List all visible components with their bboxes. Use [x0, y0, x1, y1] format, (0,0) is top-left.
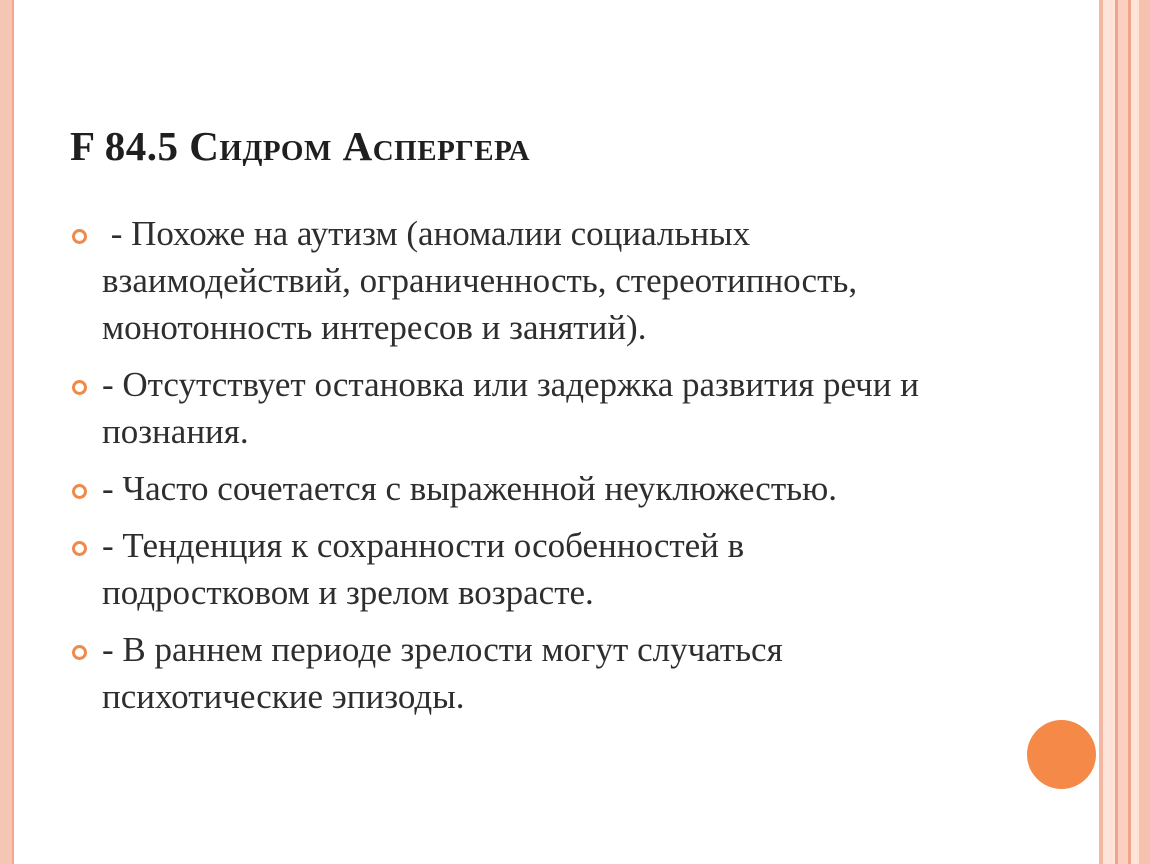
- right-frame-stripe: [1118, 0, 1128, 864]
- list-item: [72, 626, 952, 720]
- slide-title: F 84.5 Сидром Аспергера: [70, 123, 531, 169]
- bullet-circle-icon: [72, 380, 87, 395]
- decorative-circle: [1027, 720, 1096, 789]
- bullet-text: - В раннем периоде зрелости могут случаться психотические эпизоды.: [102, 630, 792, 716]
- list-item: [72, 522, 952, 616]
- left-frame-line: [12, 0, 14, 864]
- list-item: [72, 210, 952, 351]
- bullet-circle-icon: [72, 645, 87, 660]
- bullet-circle-icon: [72, 484, 87, 499]
- bullet-list: [72, 210, 952, 730]
- bullet-circle-icon: [72, 541, 87, 556]
- list-item: [72, 361, 952, 455]
- bullet-text: - Отсутствует остановка или задержка развития речи и познания.: [102, 365, 928, 451]
- bullet-circle-icon: [72, 229, 87, 244]
- list-item: [72, 465, 952, 512]
- bullet-text: - Похоже на аутизм (аномалии социальных взаимодействий, ограниченность, стереотипность, монотонность интересов и занятий).: [102, 214, 866, 347]
- bullet-text: - Тенденция к сохранности особенностей в подростковом и зрелом возрасте.: [102, 526, 753, 612]
- right-frame-stripe: [1103, 0, 1115, 864]
- left-frame-border: [0, 0, 12, 864]
- bullet-text: - Часто сочетается с выраженной неуклюжестью.: [102, 469, 837, 508]
- right-frame-stripe: [1131, 0, 1139, 864]
- right-frame-stripe: [1139, 0, 1150, 864]
